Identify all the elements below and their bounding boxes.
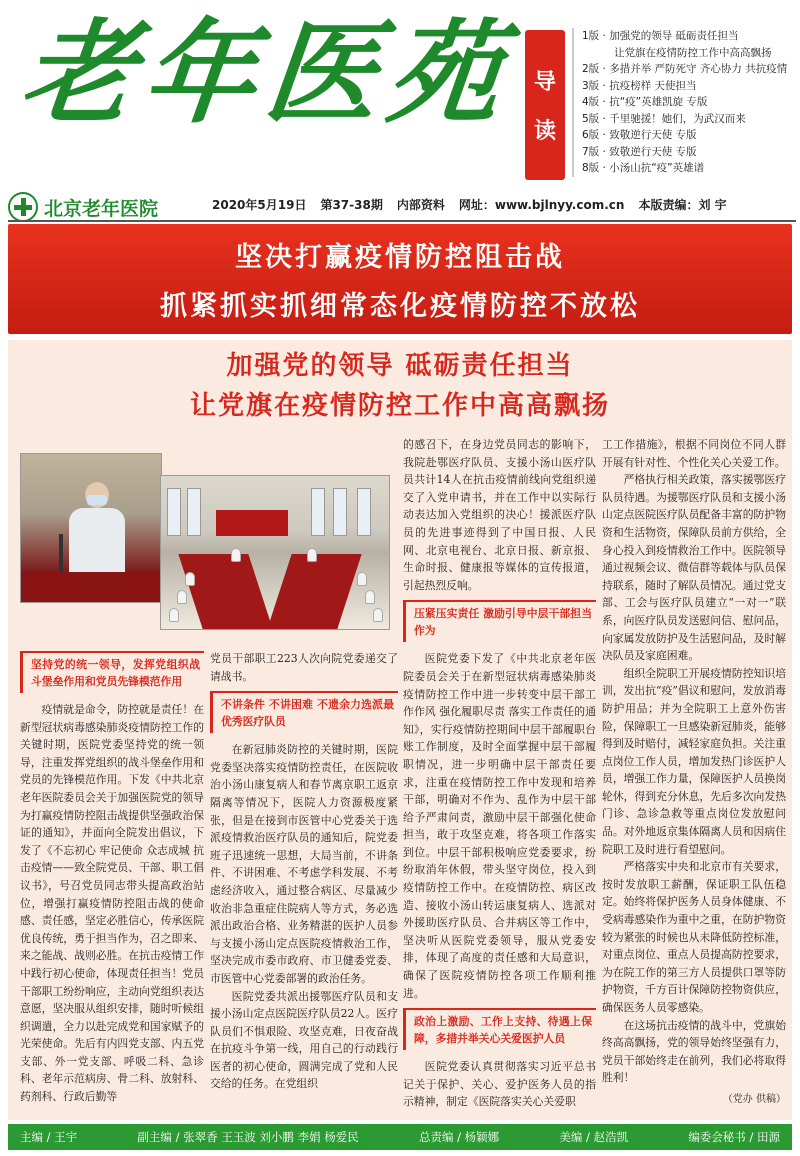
section-heading: 不讲条件 不讲困难 不遗余力选派最优秀医疗队员	[210, 691, 398, 733]
paragraph: 在这场抗击疫情的战斗中，党旗始终高高飘扬，党的领导始终坚强有力，党员干部始终走在前列，我们必将取得胜利！	[602, 1018, 786, 1085]
microphone-icon	[59, 534, 63, 574]
issue-info-bar	[212, 196, 798, 213]
website-link[interactable]: 网址：www.bjlnyy.com.cn	[458, 198, 625, 212]
art-editor: 美编 / 赵浩凯	[559, 1130, 629, 1144]
paragraph: 严格执行相关政策，落实援鄂医疗队员待遇。为援鄂医疗队员和支援小汤山定点医院医疗队员配备丰富的防护物资和生活物资，保障队员前方供给，全身心投入到疫情救治工作中。医院领导通过视频会议、微信群等载体与队员保持联系，随时了解队员情况。通过党支部、工会与医疗队员建立“一对一”联系，向医疗队员发送慰问信、慰问品，向家属发放防护及生活慰问品，及时解决队员及家庭困难。	[602, 473, 786, 663]
internal-label: 内部资料	[396, 198, 445, 212]
banner-line-1: 坚决打赢疫情防控阻击战	[235, 242, 565, 273]
editorial-footer	[8, 1124, 792, 1150]
article	[8, 340, 792, 1120]
red-table	[21, 572, 161, 602]
paragraph: 党员干部职工223人次向院党委递交了请战书。	[210, 652, 398, 683]
conference-table-right	[266, 554, 361, 630]
paragraph: 医院党委下发了《中共北京老年医院委员会关于在新型冠状病毒感染肺炎疫情防控工作中进一步转变中层干部工作作风 强化履职尽责 落实工作责任的通知》，实行疫情防控期间中层干部履职台账工作制度，及时全面掌握中层干部履职情况，进一步明确中层干部责任要求，注重在疫情防控工作中发现和培养干部，明确对不作为、乱作为中层干部给予严肃问责，激励中层干部强化使命担当，敢于攻坚克难，将各项工作落实到位。中层干部积极响应党委要求，纷纷取消年休假，带头坚守岗位，投入到疫情防控工作中。在疫情防控、病区改造、接收小汤山转运康复病人、选派对外援助医疗队员、合并病区等工作中，坚决听从医院党委领导，服从党委安排，体现了高度的责任感和大局意识，确保了医院疫情防控各项工作顺利推进。	[403, 652, 596, 1000]
section-heading: 政治上激励、工作上支持、待遇上保障，多措并举关心关爱医护人员	[403, 1008, 596, 1050]
hospital-cross-icon	[8, 192, 38, 222]
paragraph: 医院党委共派出援鄂医疗队员和支援小汤山定点医院医疗队员22人。医疗队员们不惧艰险、攻坚克难，日夜奋战在抗疫斗争第一线，用自己的行动践行医者的初心使命，圆满完成了党和人民交给的任务。在党组织	[210, 989, 398, 1091]
paragraph: 在新冠肺炎防控的关键时期，医院党委坚决落实疫情防控责任，在医院收治小汤山康复病人和春节离京职工返京隔离等情况下，医院人力资源极度紧张，但是在接到市医管中心党委关于选派疫情救治医疗队员的通知后，院党委班子迅速统一思想，大局当前，不讲条件、不讲困难、不考虑学科发展、不考虑经济收入，通过整合病区、尽量减少收治非急重症住院病人等方式，务必选派出政治合格、业务精湛的医护人员参与支援小汤山定点医院疫情救治工作，坚决完成市委市政府、市卫健委党委、市医管中心党委部署的政治任务。	[210, 743, 398, 985]
meeting-room-photo	[160, 475, 390, 630]
issue-date: 2020年5月19日	[212, 198, 307, 212]
guide-item[interactable]: 3版 · 抗疫榜样 天使担当	[582, 79, 697, 92]
conference-table-left	[178, 554, 273, 630]
newspaper-title: 老年医苑	[15, 8, 517, 139]
article-column-1	[20, 645, 204, 1115]
article-column-3	[403, 436, 596, 1116]
section-heading: 压紧压实责任 激励引导中层干部担当作为	[403, 600, 596, 642]
paragraph: 疫情就是命令，防控就是责任！在新型冠状病毒感染肺炎疫情防控工作的关键时期，医院党委坚持党的统一领导，注重发挥党组织的战斗堡垒作用和党员的先锋模范作用。下发《中共北京老年医院委员会关于加强医院党的领导为打赢疫情防控阻击战提供坚强政治保证的通知》，并面向全院发出倡议，下发了《不忘初心 牢记使命 众志成城 抗击疫情——致全院党员、干部、职工倡议书》，号召党员同志带头提高政治站位，增强打赢疫情防控阻击战的使命感、责任感，坚定必胜信心，传承医院优良传统，勇于担当作为，召之即来、来之能战、战则必胜。在抗击疫情工作中践行初心使命，体现责任担当！党员干部职工纷纷响应，主动向党组织表达意愿，坚决服从组织安排，随时听候组织调遣，全力以赴完成党和国家赋予的光荣使命。先后有内四党支部、内五党支部、外一党支部、呼吸二科、急诊科、老年示范病房、骨二科、放射科、药剂科、行政后勤等	[20, 703, 204, 1104]
guide-label-1: 导	[533, 70, 556, 95]
divider	[8, 220, 796, 222]
issue-number: 第37-38期	[320, 198, 383, 212]
guide-item[interactable]: 2版 · 多措并举 严防死守 齐心协力 共抗疫情	[582, 63, 788, 75]
paragraph: 的感召下，在身边党员同志的影响下，我院赴鄂医疗队员、支援小汤山医疗队员共计14人在抗击疫情前线向党组织递交了入党申请书，并在工作中以实际行动表达加入党组织的决心！援派医疗队员的先进事迹得到了中国日报、人民网、北京电视台、北京日报、新京报、生命时报、健康报等媒体的宣传报道，引起热烈反响。	[403, 438, 596, 592]
chief-editor: 主编 / 王宇	[20, 1130, 78, 1144]
main-banner	[8, 224, 792, 334]
headline-line-2: 让党旗在疫情防控工作中高高飘扬	[189, 391, 610, 421]
committee-secretary: 编委会秘书 / 田源	[688, 1130, 780, 1144]
article-headline	[8, 346, 792, 426]
banner-line-2: 抓紧抓实抓细常态化疫情防控不放松	[160, 291, 640, 322]
red-screen	[216, 510, 288, 536]
guide-item[interactable]: 4版 · 抗“疫”英雄凯旋 专版	[582, 96, 708, 108]
section-heading: 坚持党的统一领导，发挥党组织战斗堡垒作用和党员先锋模范作用	[20, 651, 204, 693]
hospital-name: 北京老年医院	[44, 197, 159, 220]
guide-item[interactable]: 1版 · 加强党的领导 砥砺责任担当	[582, 30, 739, 42]
speaker-figure	[69, 482, 125, 582]
paragraph: 严格落实中央和北京市有关要求，按时发放职工薪酬，保证职工队伍稳定。始终将保护医务人员身体健康、不受病毒感染作为重中之重，在防护物资较为紧张的时候也从未降低防控标准，对重点岗位、重点人员提高防控要求，为在院工作的第三方人员提供口罩等防护物资，千方百计保障防控物资供应，确保医务人员零感染。	[602, 860, 786, 1014]
guide-label-box	[525, 30, 565, 180]
paragraph: 医院党委认真贯彻落实习近平总书记关于保护、关心、爱护医务人员的指示精神，制定《医院落实关心关爱职	[403, 1060, 596, 1109]
guide-item[interactable]: 让党旗在疫情防控工作中高高飘扬	[614, 46, 772, 59]
article-column-4	[602, 436, 786, 1116]
meeting-speaker-photo	[20, 453, 162, 603]
paragraph: 工工作措施》，根据不同岗位不同人群开展有针对性、个性化关心关爱工作。	[602, 438, 786, 469]
paragraph: 组织全院职工开展疫情防控知识培训，发出抗“疫”倡议和慰问，发放消毒防护用品；并为全院职工上意外伤害险，保障职工一旦感染新冠肺炎，能够得到及时赔付，减轻家庭负担。关注重点岗位工作人员，增加发热门诊医护人员，增强工作力量，保障医护人员换岗轮休，得到充分休息，先后多次向发热门诊、急诊急救等重点岗位发放慰问品。对外地返京集体隔离人员和因病住院职工及时进行看望慰问。	[602, 666, 786, 856]
deputy-editors: 副主编 / 张翠香 王玉波 刘小鹏 李娟 杨爱民	[137, 1130, 359, 1144]
headline-line-1: 加强党的领导 砥砺责任担当	[226, 351, 574, 381]
hospital-brand	[8, 192, 158, 222]
article-credit: （党办 供稿）	[722, 1093, 786, 1105]
page-editor: 本版责编：刘 宇	[638, 198, 727, 212]
article-column-2	[210, 650, 398, 1116]
guide-item[interactable]: 7版 · 致敬逆行天使 专版	[582, 145, 697, 158]
guide-label-2: 读	[533, 119, 556, 144]
guide-item[interactable]: 8版 · 小汤山抗“疫”英雄谱	[582, 162, 705, 174]
guide-list	[572, 28, 796, 177]
guide-item[interactable]: 6版 · 致敬逆行天使 专版	[582, 129, 697, 141]
guide-item[interactable]: 5版 · 千里驰援！她们，为武汉而来	[582, 112, 746, 125]
masthead	[0, 0, 800, 222]
general-editor: 总责编 / 杨颖娜	[418, 1130, 500, 1144]
